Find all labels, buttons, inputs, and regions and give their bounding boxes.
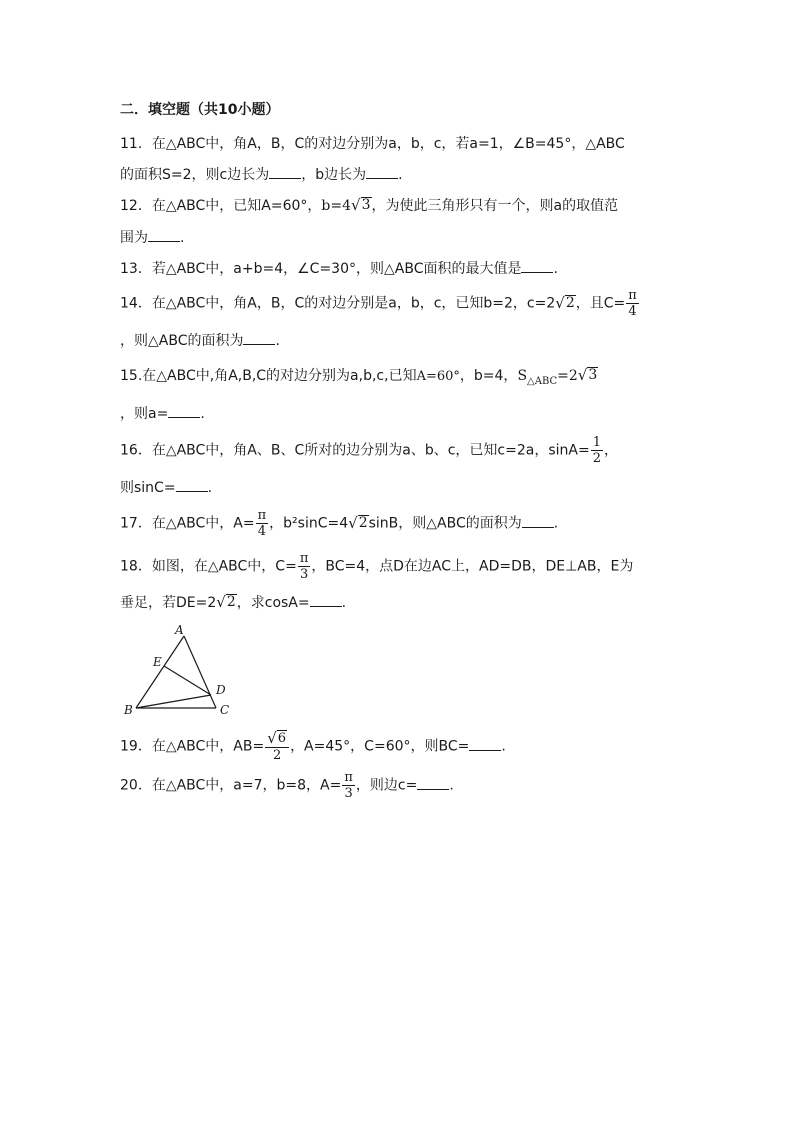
q14-text-a: 14．在△ABC中，角A，B，C的对边分别是a，b，c，已知b=2，c=2 bbox=[120, 295, 556, 312]
q15-line1 bbox=[120, 366, 598, 392]
q20-fraction bbox=[342, 770, 355, 801]
q18-blank[interactable] bbox=[310, 592, 342, 607]
segment-bd bbox=[136, 695, 211, 708]
q14-text-d: . bbox=[275, 333, 280, 349]
q19-blank[interactable] bbox=[469, 736, 501, 751]
q14-text-b: ，且C= bbox=[575, 295, 626, 312]
q14-blank[interactable] bbox=[243, 330, 275, 345]
q15-text-c: ，则a= bbox=[120, 406, 169, 422]
section-title: 二．填空题（共10小题） bbox=[120, 102, 280, 118]
q15-s-label: S bbox=[517, 368, 528, 384]
q20-text-b: ，则边c= bbox=[355, 777, 418, 794]
q16-fraction bbox=[591, 435, 603, 466]
q19-text-c: . bbox=[501, 738, 506, 755]
q15-s-eq: =2 bbox=[557, 368, 578, 384]
q16-frac-num: 1 bbox=[592, 435, 601, 450]
q18-text-c: 垂足，若DE=2 bbox=[120, 595, 217, 611]
q18-frac-den: 3 bbox=[299, 567, 309, 582]
q20-text-c: . bbox=[449, 777, 454, 794]
q17-line bbox=[120, 508, 558, 539]
q13-blank[interactable] bbox=[521, 258, 553, 273]
q15-angle: A=60° bbox=[416, 369, 460, 384]
q12-sqrt: √ 3 bbox=[351, 196, 371, 214]
q11-text-b: ，b边长为 bbox=[301, 167, 367, 183]
q11-line2 bbox=[120, 164, 403, 185]
q12-sqrt-arg: 3 bbox=[361, 197, 371, 213]
label-a: A bbox=[175, 623, 184, 637]
q15-text-b: ，b=4， bbox=[459, 368, 518, 384]
q14-sqrt: √ 2 bbox=[555, 293, 575, 312]
label-e: E bbox=[153, 655, 162, 669]
q15-sqrt: √ 3 bbox=[577, 366, 598, 384]
q16-text-b: ， bbox=[603, 442, 618, 459]
q19-sqrt-arg: 6 bbox=[277, 731, 287, 746]
q17-text-b: ，b²sinC=4 bbox=[269, 515, 349, 532]
q16-line2 bbox=[120, 477, 212, 498]
q14-sqrt-arg: 2 bbox=[565, 294, 575, 311]
q11-blank-c[interactable] bbox=[269, 164, 301, 179]
q11-text-c: . bbox=[398, 167, 403, 183]
q13-text: 13．若△ABC中，a+b=4，∠C=30°，则△ABC面积的最大值是 bbox=[120, 261, 522, 277]
triangle-figure bbox=[120, 622, 240, 716]
q13-line bbox=[120, 258, 558, 279]
q15-blank[interactable] bbox=[168, 403, 200, 418]
q19-frac-den: 2 bbox=[273, 748, 282, 763]
q20-blank[interactable] bbox=[417, 775, 449, 790]
q17-frac-num: π bbox=[257, 508, 267, 523]
q16-frac-den: 2 bbox=[592, 451, 601, 466]
q18-text-b: ，BC=4，点D在边AC上，AD=DB，DE⊥AB，E为 bbox=[311, 558, 634, 575]
q11-line1: 11．在△ABC中，角A，B，C的对边分别为a，b，c，若a=1，∠B=45°，△ABC bbox=[120, 136, 625, 152]
q11-blank-b[interactable] bbox=[366, 164, 398, 179]
q18-text-e: . bbox=[341, 595, 347, 611]
q18-line1 bbox=[120, 551, 633, 582]
q19-line bbox=[120, 730, 506, 763]
q12-blank[interactable] bbox=[148, 227, 180, 242]
q18-text-a: 18．如图，在△ABC中，C= bbox=[120, 558, 297, 575]
q17-fraction bbox=[256, 508, 269, 539]
q13-end: . bbox=[553, 261, 558, 277]
q12-line2 bbox=[120, 227, 184, 248]
q16-text-c: 则sinC= bbox=[120, 480, 176, 496]
q17-text-a: 17．在△ABC中，A= bbox=[120, 515, 255, 532]
q12-text-c: 围为 bbox=[120, 230, 148, 246]
segment-ba bbox=[136, 636, 184, 708]
q14-frac-den: 4 bbox=[628, 304, 637, 319]
q19-frac-num: √ 6 bbox=[265, 730, 289, 748]
q15-line2 bbox=[120, 403, 205, 424]
q15-sqrt-arg: 3 bbox=[588, 367, 598, 383]
q15-text-a: 15.在△ABC中,角A,B,C的对边分别为a,b,c,已知 bbox=[120, 368, 417, 384]
q18-line2 bbox=[120, 592, 346, 613]
q12-text-b: ，为使此三角形只有一个，则a的取值范 bbox=[371, 198, 619, 214]
q18-sqrt: √ 2 bbox=[216, 593, 236, 611]
label-d: D bbox=[216, 683, 226, 697]
q11-text-a: 的面积S=2，则c边长为 bbox=[120, 167, 270, 183]
q17-frac-den: 4 bbox=[257, 524, 267, 539]
q12-b-value: b=4 bbox=[321, 198, 352, 214]
q14-line2 bbox=[120, 330, 280, 351]
label-b: B bbox=[124, 703, 133, 716]
q16-blank[interactable] bbox=[176, 477, 208, 492]
q19-text-a: 19．在△ABC中，AB= bbox=[120, 738, 265, 755]
q16-text-d: . bbox=[207, 480, 213, 496]
q18-text-d: ，求cosA= bbox=[236, 595, 310, 611]
q18-frac-num: π bbox=[299, 551, 309, 566]
q17-text-d: . bbox=[553, 515, 559, 532]
q17-sqrt: √ 2 bbox=[348, 513, 368, 532]
q16-line1 bbox=[120, 435, 618, 466]
q14-line1 bbox=[120, 288, 640, 319]
q18-sqrt-arg: 2 bbox=[226, 594, 236, 610]
q20-frac-den: 3 bbox=[344, 786, 353, 801]
q20-text-a: 20．在△ABC中，a=7，b=8，A= bbox=[120, 777, 342, 794]
q19-text-b: ，A=45°，C=60°，则BC= bbox=[290, 738, 470, 755]
q12-text-d: . bbox=[180, 230, 185, 246]
label-c: C bbox=[220, 703, 230, 716]
q15-s-subscript: △ABC bbox=[527, 376, 558, 387]
q17-sqrt-arg: 2 bbox=[358, 514, 368, 531]
q19-fraction bbox=[265, 730, 289, 763]
q17-text-c: sinB，则△ABC的面积为 bbox=[368, 515, 522, 532]
q14-fraction bbox=[626, 288, 639, 319]
q17-blank[interactable] bbox=[522, 513, 554, 528]
q18-fraction bbox=[298, 551, 311, 582]
q20-line bbox=[120, 770, 454, 801]
q14-frac-num: π bbox=[628, 288, 637, 303]
q14-text-c: ，则△ABC的面积为 bbox=[120, 333, 244, 349]
q12-text-a: 12．在△ABC中，已知A=60°， bbox=[120, 198, 322, 214]
q20-frac-num: π bbox=[344, 770, 353, 785]
q12-line1 bbox=[120, 196, 618, 216]
q15-text-d: . bbox=[200, 406, 205, 422]
q16-text-a: 16．在△ABC中，角A、B、C所对的边分别为a、b、c，已知c=2a，sinA= bbox=[120, 442, 590, 459]
